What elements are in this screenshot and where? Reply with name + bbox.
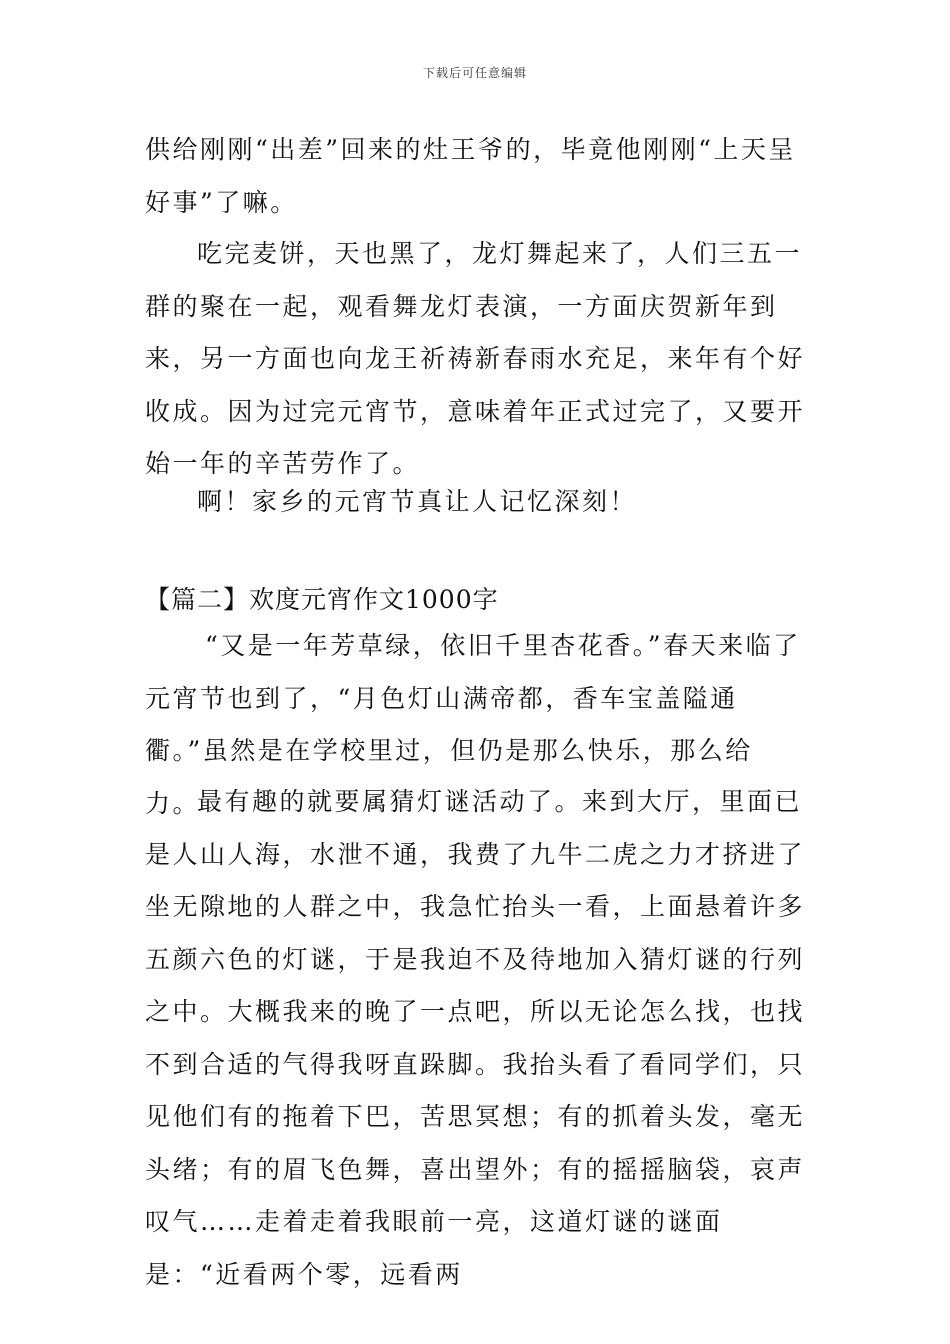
paragraph-closing: 啊！家乡的元宵节真让人记忆深刻！ [197,487,638,516]
paragraph-dragon-lantern: 吃完麦饼，天也黑了，龙灯舞起来了，人们三五一群的聚在一起，观看舞龙灯表演，一方面庆贺新年到来，另一方面也向龙王祈祷新春雨水充足，来年有个好收成。因为过完元宵节，意味着年正式过完了，又要开始一年的辛苦劳作了。 [145,239,806,478]
paragraph-lantern-riddles: 最有趣的就要属猜灯谜活动了。来到大厅，里面已是人山人海，水泄不通，我费了九牛二虎之力才挤进了坐无隙地的人群之中，我急忙抬头一看，上面悬着许多五颜六色的灯谜，于是我迫不及待地加入猜灯谜的行列之中。大概我来的晚了一点吧，所以无论怎么找，也找不到合适的气得我呀直跺脚。我抬头看了看同学们，只见他们有的拖着下巴，苦思冥想；有的抓着头发，毫无头绪；有的眉飞色舞，喜出望外；有的摇摇脑袋，哀声叹气……走着走着我眼前一亮，这道灯谜的谜面是：“近看两个零，远看两 [145,787,806,1289]
paragraph-continuation: 供给刚刚“出差”回来的灶王爷的，毕竟他刚刚“上天呈好事”了嘛。 [145,135,796,217]
paragraph-spring-arrives: “又是一年芳草绿，依旧千里杏花香。”春天来临了元宵节也到了，“月色灯山满帝都，香车宝盖隘通衢。”虽然是在学校里过，但仍是那么快乐，那么给力。 [145,631,801,818]
section-title: 【篇二】欢度元宵作文1000字 [145,585,499,614]
page-header: 下载后可任意编辑 [422,66,527,80]
